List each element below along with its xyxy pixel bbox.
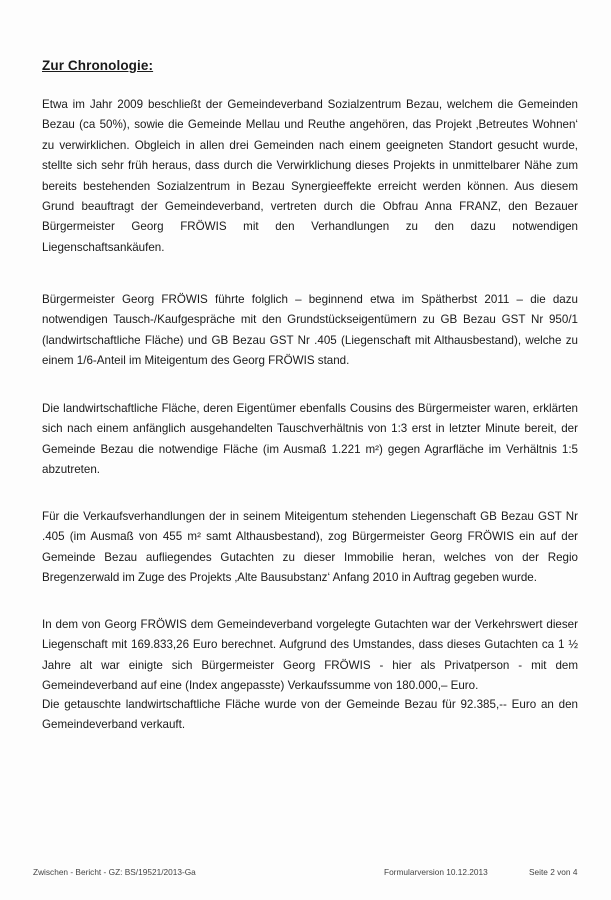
paragraph-appraisal: In dem von Georg FRÖWIS dem Gemeindeverband vorgelegte Gutachten war der Verkehrswert dieser Liegenschaft mit 169.833,26 Euro berechnet. Aufgrund des Umstandes, dass dieses Gutachten ca 1 ½ Jahre alt war einigte sich Bürgermeister Georg FRÖWIS - hier als Privatperson - mit dem Gemeindeverband auf eine (Index angepasste) Verkaufssumme von 180.000,– Euro. bbox=[42, 618, 578, 693]
footer-form-version: Formularversion 10.12.2013 bbox=[384, 867, 488, 877]
paragraph-negotiations: Bürgermeister Georg FRÖWIS führte folglich – beginnend etwa im Spätherbst 2011 – die dazu notwendigen Tausch-/Kaufgespräche mit den Grundstückseigentümern zu GB Bezau GST Nr 950/1 (landwirtschaftliche Fläche) und GB Bezau GST Nr .405 (Liegenschaft mit Althausbestand), welche zu einem 1/6-Anteil im Miteigentum des Georg FRÖWIS stand. bbox=[42, 293, 578, 368]
paragraph-sale-negotiations: Für die Verkaufsverhandlungen der in seinem Miteigentum stehenden Liegenschaft GB Bezau GST Nr .405 (im Ausmaß von 455 m² samt Althausbestand), zog Bürgermeister Georg FRÖWIS ein auf der Gemeinde Bezau aufliegendes Gutachten zu dieser Immobilie heran, welches von der Regio Bregenzerwald im Zuge des Projekts ‚Alte Bausubstanz‘ Anfang 2010 in Auftrag gegeben wurde. bbox=[42, 510, 578, 585]
paragraph-chronology-intro: Etwa im Jahr 2009 beschließt der Gemeindeverband Sozialzentrum Bezau, welchem die Gemeinden Bezau (ca 50%), sowie die Gemeinde Mellau und Reuthe angehören, das Projekt ‚Betreutes Wohnen‘ zu verwirklichen. Obgleich in allen drei Gemeinden nach einem geeigneten Standort gesucht wurde, stellte sich sehr früh heraus, dass durch die Verwirklichung dieses Projekts in unmittelbarer Nähe zum bereits bestehenden Sozialzentrum in Bezau Synergieeffekte erreicht werden können. Aus diesem Grund beauftragt der Gemeindeverband, vertreten durch die Obfrau Anna FRANZ, den Bezauer Bürgermeister Georg FRÖWIS mit den Verhandlungen zu den dazu notwendigen Liegenschaftsankäufen. bbox=[42, 98, 578, 254]
footer-reference: Zwischen - Bericht - GZ: BS/19521/2013-Ga bbox=[33, 867, 196, 877]
paragraph-land-sale: Die getauschte landwirtschaftliche Fläche wurde von der Gemeinde Bezau für 92.385,-- Euro an den Gemeindeverband verkauft. bbox=[42, 698, 578, 732]
section-heading: Zur Chronologie: bbox=[42, 58, 154, 73]
paragraph-agricultural-land: Die landwirtschaftliche Fläche, deren Eigentümer ebenfalls Cousins des Bürgermeister waren, erklärten sich nach einem anfänglich ausgehandelten Tauschverhältnis von 1:3 erst in letzter Minute bereit, der Gemeinde Bezau die notwendige Fläche (im Ausmaß 1.221 m²) gegen Agrarfläche im Verhältnis 1:5 abzutreten. bbox=[42, 402, 578, 477]
footer-page-number: Seite 2 von 4 bbox=[529, 867, 578, 877]
